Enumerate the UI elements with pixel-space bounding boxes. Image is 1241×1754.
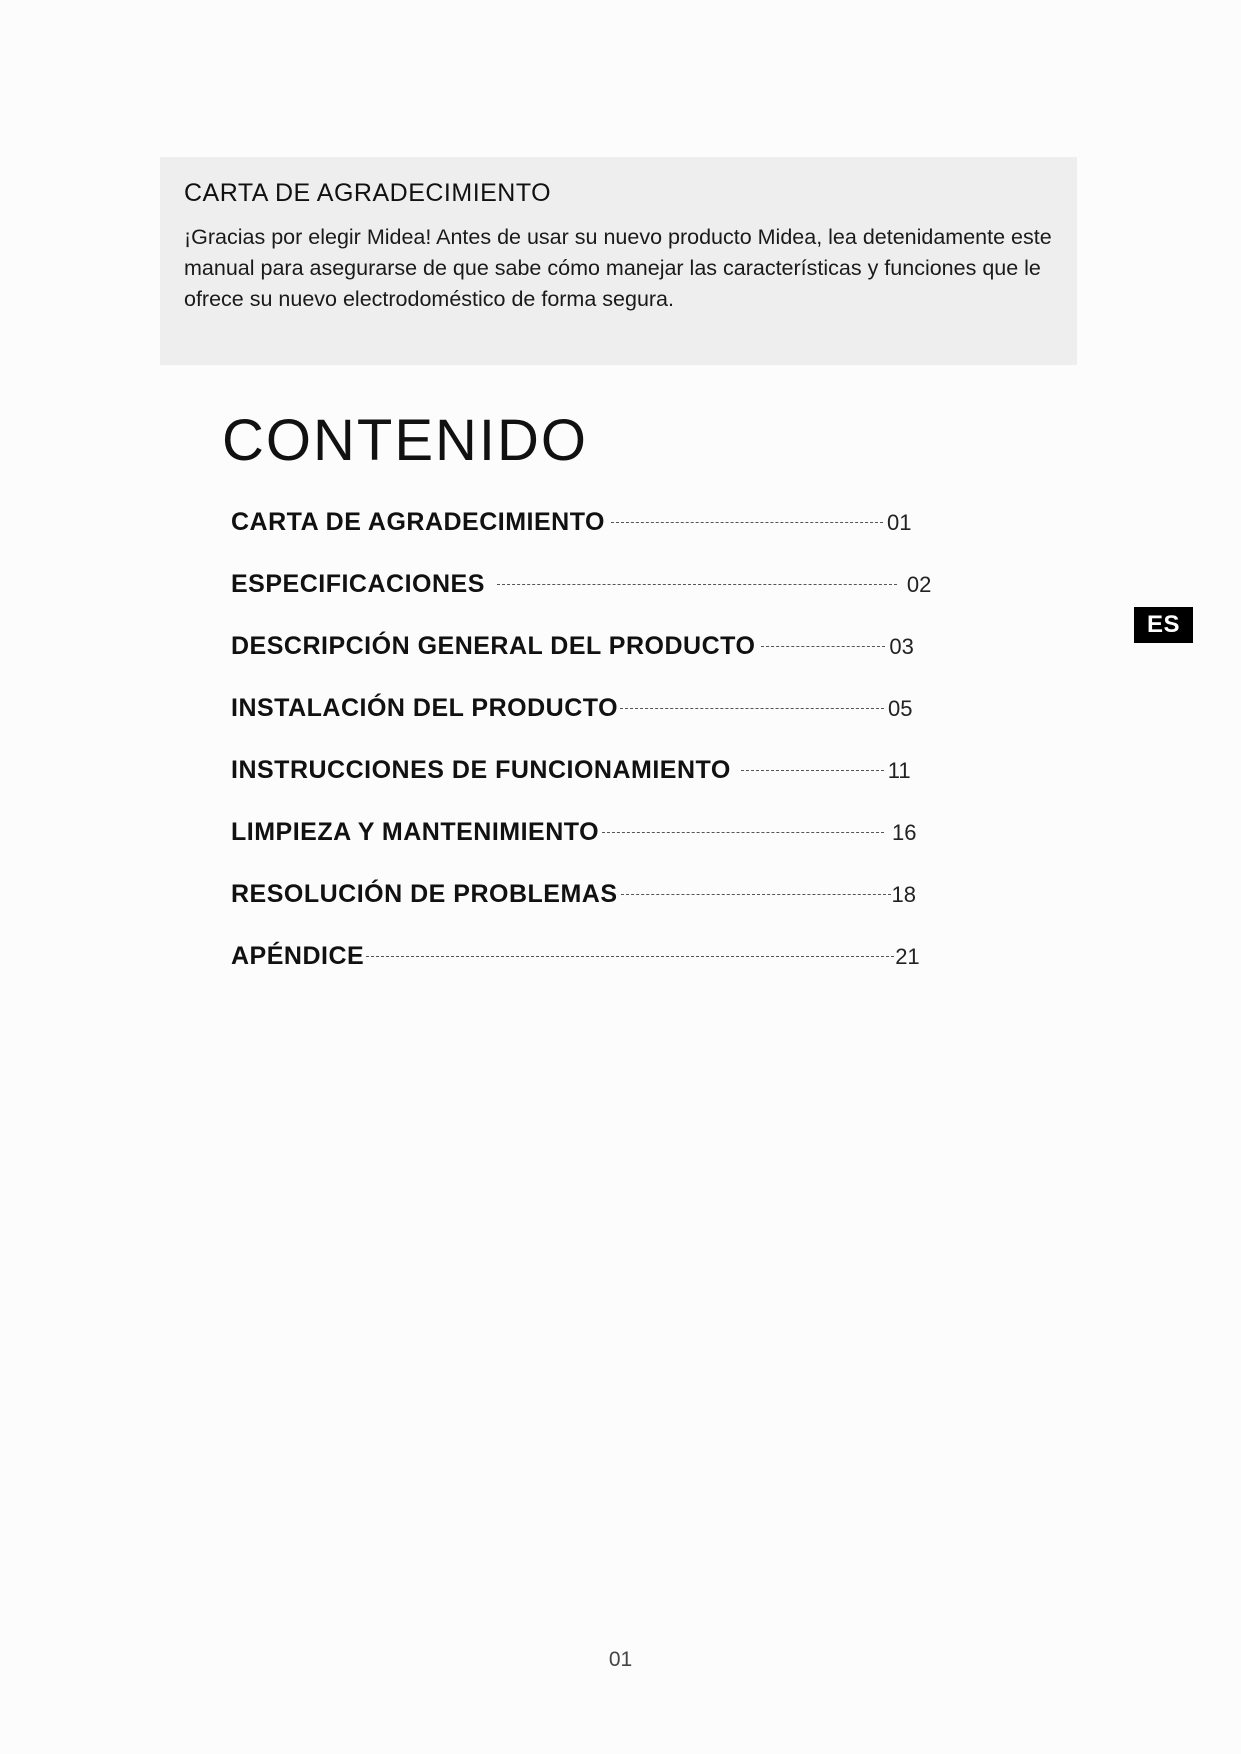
toc-entry[interactable]: [231, 818, 951, 880]
toc-entry[interactable]: [231, 880, 951, 942]
toc-entry-label: ESPECIFICACIONES: [231, 570, 485, 598]
toc-entry-label: APÉNDICE: [231, 942, 365, 970]
toc-entry-label: INSTRUCCIONES DE FUNCIONAMIENTO: [231, 756, 731, 784]
thanks-letter-box: [160, 157, 1077, 365]
table-of-contents: [231, 508, 951, 1004]
toc-entry[interactable]: [231, 632, 951, 694]
toc-leader-dots: [741, 770, 884, 771]
toc-entry[interactable]: [231, 694, 951, 756]
toc-entry-label: CARTA DE AGRADECIMIENTO: [231, 508, 605, 536]
thanks-letter-title: CARTA DE AGRADECIMIENTO: [184, 179, 552, 207]
toc-entry-page: 18: [891, 882, 917, 907]
contents-title: CONTENIDO: [222, 408, 588, 473]
toc-entry[interactable]: [231, 508, 951, 570]
toc-entry-page: 02: [906, 572, 932, 597]
toc-entry-label: DESCRIPCIÓN GENERAL DEL PRODUCTO: [231, 632, 756, 660]
toc-leader-dots: [497, 584, 897, 585]
toc-leader-dots: [761, 646, 885, 647]
toc-entry-page: 05: [888, 696, 913, 721]
toc-leader-dots: [620, 708, 884, 709]
toc-leader-dots: [611, 522, 883, 523]
toc-leader-dots: [621, 894, 891, 895]
toc-entry-label: RESOLUCIÓN DE PROBLEMAS: [231, 880, 618, 908]
toc-leader-dots: [366, 956, 894, 957]
toc-entry-page: 11: [887, 758, 911, 783]
toc-entry-page: 01: [887, 510, 912, 535]
toc-entry-label: LIMPIEZA Y MANTENIMIENTO: [231, 818, 600, 846]
toc-entry[interactable]: [231, 756, 951, 818]
language-tab: ES: [1134, 607, 1193, 643]
toc-leader-dots: [602, 832, 884, 833]
toc-entry-page: 03: [889, 634, 914, 659]
toc-entry-label: INSTALACIÓN DEL PRODUCTO: [231, 694, 619, 722]
toc-entry-page: 16: [892, 820, 917, 845]
thanks-letter-text: ¡Gracias por elegir Midea! Antes de usar su nuevo producto Midea, lea detenidamente este manual para asegurarse de que sabe cómo manejar las características y funciones que le ofrece su nuevo electrodoméstico de forma segura.: [184, 225, 1052, 311]
toc-entry[interactable]: [231, 942, 951, 1004]
toc-entry-page: 21: [895, 944, 920, 969]
page-number: 01: [608, 1648, 633, 1671]
toc-entry[interactable]: [231, 570, 951, 632]
